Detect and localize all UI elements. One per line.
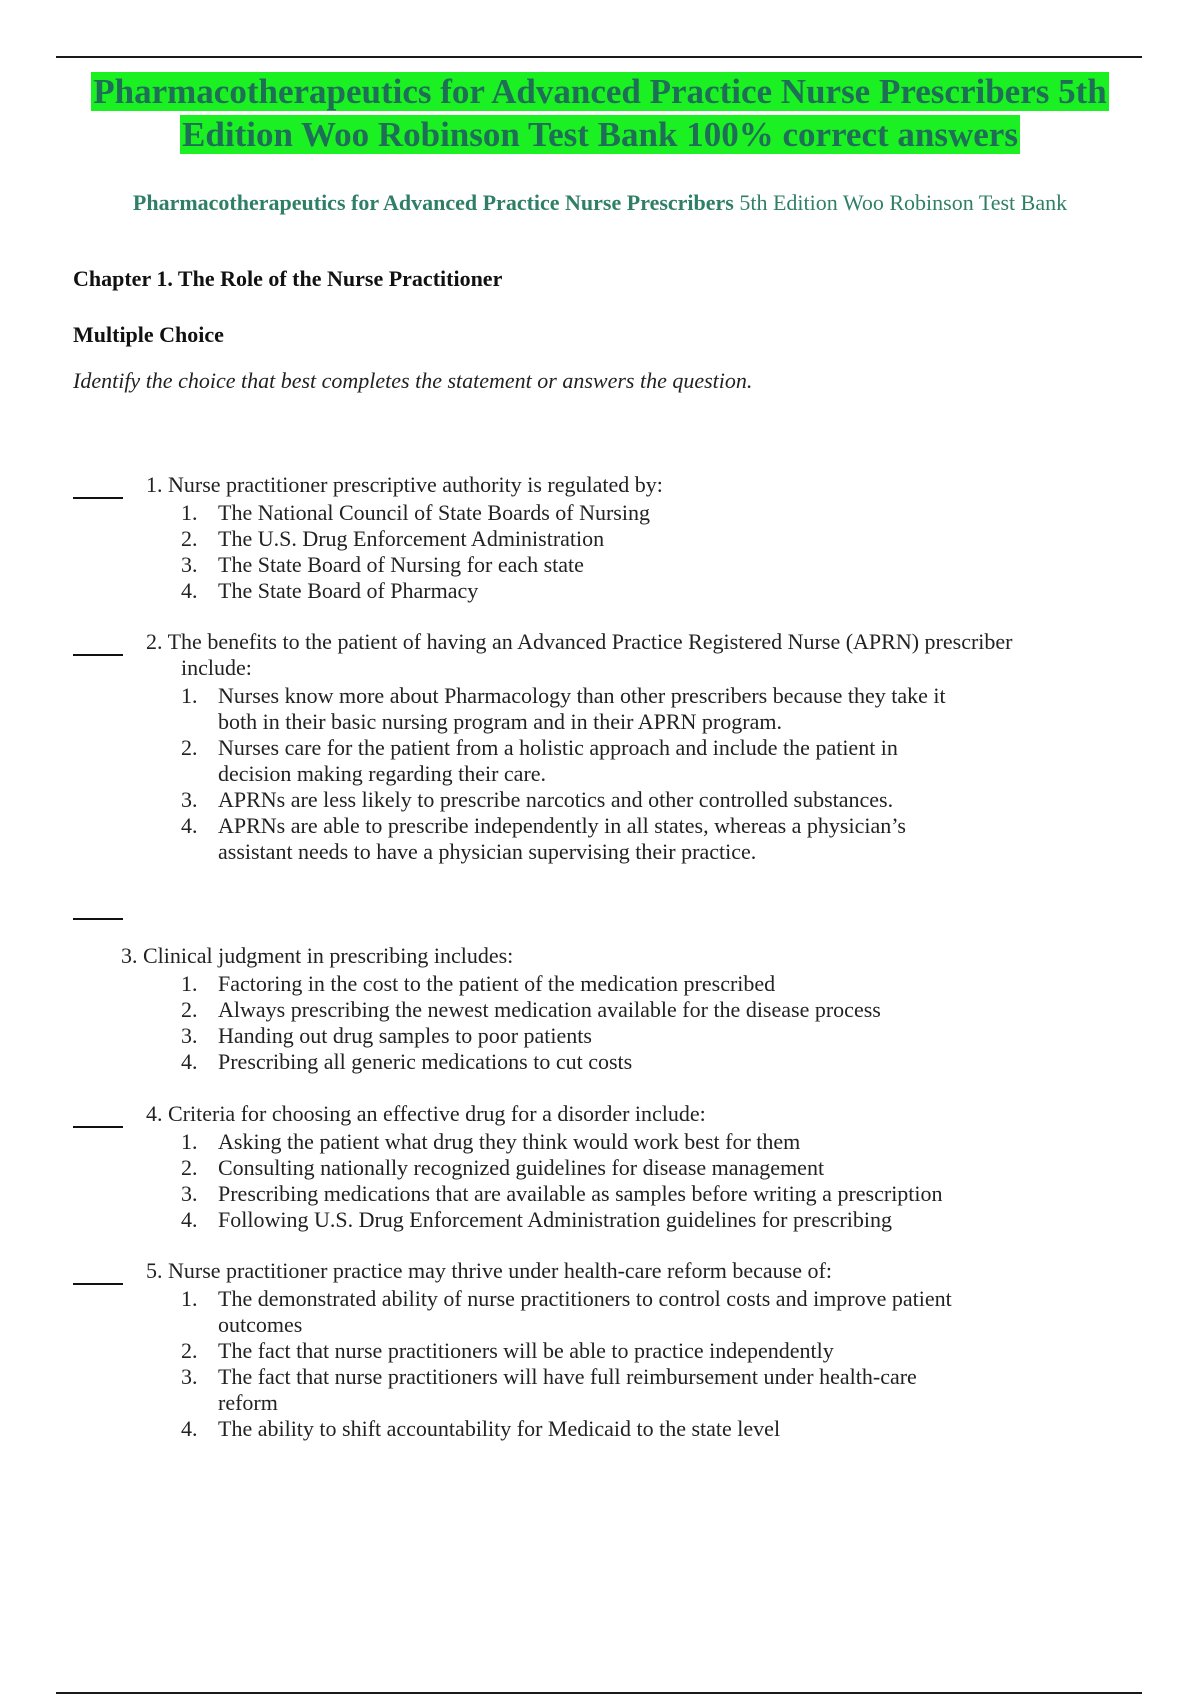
option-text: The State Board of Pharmacy [218, 578, 479, 603]
answer-blank-4[interactable] [73, 1126, 123, 1128]
option-text: Prescribing medications that are available as samples before writing a prescription [218, 1181, 943, 1206]
option-text: The National Council of State Boards of Nursing [218, 500, 650, 525]
option-number: 3. [181, 552, 198, 577]
option-number: 3. [181, 1181, 198, 1206]
option-item [146, 813, 1013, 865]
option-item [146, 997, 881, 1023]
subtitle-rest: 5th Edition Woo Robinson Test Bank [733, 190, 1068, 215]
option-text: Asking the patient what drug they think would work best for them [218, 1129, 801, 1154]
answer-blank-2[interactable] [73, 654, 123, 656]
option-item [146, 500, 663, 526]
option-text: The U.S. Drug Enforcement Administration [218, 526, 605, 551]
title-line-2: Edition Woo Robinson Test Bank 100% correct answers [182, 115, 1018, 154]
instructions: Identify the choice that best completes the statement or answers the question. [73, 368, 753, 393]
option-number: 2. [181, 1338, 198, 1363]
option-text: Factoring in the cost to the patient of the medication prescribed [218, 971, 776, 996]
question-number: 3. [121, 943, 138, 968]
option-text-continued: decision making regarding their care. [218, 761, 547, 786]
question-number: 5. [146, 1258, 163, 1283]
question-stem-continued: include: [181, 655, 252, 680]
option-list [146, 500, 663, 604]
option-item [146, 1338, 952, 1364]
question-number: 4. [146, 1101, 163, 1126]
option-item [146, 1286, 952, 1338]
option-item [146, 1155, 943, 1181]
chapter-heading: Chapter 1. The Role of the Nurse Practitioner [73, 266, 503, 291]
option-text-continued: both in their basic nursing program and in their APRN program. [218, 709, 782, 734]
option-list [146, 1286, 952, 1442]
option-item [146, 787, 1013, 813]
option-item [146, 735, 1013, 787]
question-1 [146, 472, 663, 604]
option-item [146, 1023, 881, 1049]
option-text: The ability to shift accountability for Medicaid to the state level [218, 1416, 781, 1441]
option-number: 1. [181, 683, 198, 708]
question-number: 1. [146, 472, 163, 497]
option-text: APRNs are able to prescribe independently in all states, whereas a physician’s [218, 813, 906, 838]
option-text: The State Board of Nursing for each state [218, 552, 584, 577]
question-5 [146, 1258, 952, 1442]
option-number: 3. [181, 787, 198, 812]
option-text: Following U.S. Drug Enforcement Administration guidelines for prescribing [218, 1207, 892, 1232]
question-3 [121, 943, 881, 1075]
subtitle-bold: Pharmacotherapeutics for Advanced Practice Nurse Prescribers [132, 190, 734, 215]
answer-blank-5[interactable] [73, 1283, 123, 1285]
title-highlight [91, 72, 1108, 154]
question-4 [146, 1101, 943, 1233]
subtitle [0, 190, 1200, 216]
option-item [146, 1207, 943, 1233]
option-item [146, 1129, 943, 1155]
option-list [146, 683, 1013, 865]
option-item [146, 971, 881, 997]
question-stem: Nurse practitioner practice may thrive under health-care reform because of: [168, 1258, 832, 1283]
option-item [146, 1181, 943, 1207]
option-number: 2. [181, 1155, 198, 1180]
option-text: Nurses know more about Pharmacology than other prescribers because they take it [218, 683, 946, 708]
option-text: The demonstrated ability of nurse practitioners to control costs and improve patient [218, 1286, 952, 1311]
option-text: Nurses care for the patient from a holistic approach and include the patient in [218, 735, 898, 760]
bottom-rule [56, 1692, 1142, 1694]
title-line-1: Pharmacotherapeutics for Advanced Practice Nurse Prescribers 5th [93, 72, 1107, 111]
option-item [146, 683, 1013, 735]
top-rule [56, 56, 1142, 58]
option-text: Prescribing all generic medications to cut costs [218, 1049, 633, 1074]
question-stem: Nurse practitioner prescriptive authority is regulated by: [168, 472, 663, 497]
option-item [146, 1416, 952, 1442]
option-text-continued: outcomes [218, 1312, 303, 1337]
option-text: The fact that nurse practitioners will be able to practice independently [218, 1338, 834, 1363]
document-title [0, 70, 1200, 156]
option-text: Always prescribing the newest medication available for the disease process [218, 997, 881, 1022]
answer-blank-3[interactable] [73, 918, 123, 920]
option-number: 4. [181, 813, 198, 838]
option-number: 1. [181, 1129, 198, 1154]
question-2 [146, 629, 1013, 865]
question-stem: The benefits to the patient of having an Advanced Practice Registered Nurse (APRN) prescriber [167, 629, 1013, 654]
option-number: 3. [181, 1364, 198, 1389]
option-text-continued: reform [218, 1390, 278, 1415]
option-number: 2. [181, 997, 198, 1022]
option-text: Consulting nationally recognized guidelines for disease management [218, 1155, 825, 1180]
question-stem: Criteria for choosing an effective drug for a disorder include: [168, 1101, 706, 1126]
option-number: 3. [181, 1023, 198, 1048]
option-item [146, 552, 663, 578]
option-number: 1. [181, 1286, 198, 1311]
option-number: 4. [181, 1207, 198, 1232]
answer-blank-1[interactable] [73, 497, 123, 499]
option-number: 4. [181, 1049, 198, 1074]
question-number: 2. [146, 629, 163, 654]
option-number: 2. [181, 526, 198, 551]
option-list [146, 971, 881, 1075]
question-stem: Clinical judgment in prescribing includes: [143, 943, 514, 968]
option-text: The fact that nurse practitioners will have full reimbursement under health-care [218, 1364, 917, 1389]
option-number: 4. [181, 578, 198, 603]
option-number: 1. [181, 971, 198, 996]
option-number: 4. [181, 1416, 198, 1441]
section-heading: Multiple Choice [73, 322, 224, 347]
option-list [146, 1129, 943, 1233]
option-item [146, 526, 663, 552]
option-item [146, 578, 663, 604]
option-number: 1. [181, 500, 198, 525]
option-text: Handing out drug samples to poor patients [218, 1023, 592, 1048]
option-item [146, 1049, 881, 1075]
option-item [146, 1364, 952, 1416]
option-number: 2. [181, 735, 198, 760]
option-text-continued: assistant needs to have a physician supervising their practice. [218, 839, 757, 864]
option-text: APRNs are less likely to prescribe narcotics and other controlled substances. [218, 787, 894, 812]
